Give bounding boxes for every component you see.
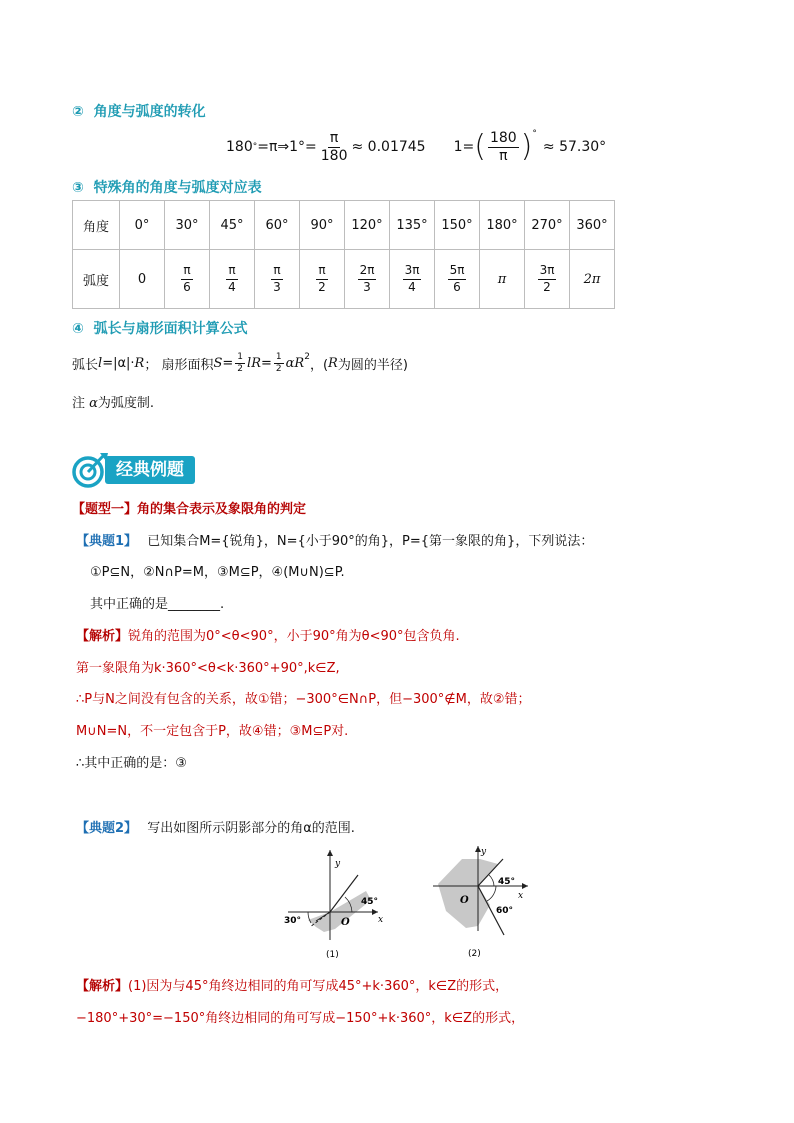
denominator: 2	[275, 363, 282, 374]
numerator: 2π	[358, 263, 377, 280]
formula-text: αR	[285, 355, 305, 371]
denominator: 2	[543, 279, 551, 294]
table-cell: 360°	[570, 201, 615, 250]
formula-text: ≈ 0.01745	[351, 139, 426, 155]
section-heading-4	[72, 318, 248, 338]
table-cell: 0°	[120, 201, 165, 250]
fraction	[274, 352, 284, 374]
denominator: 4	[408, 279, 416, 294]
numerator: π	[181, 263, 192, 280]
example-1-question	[76, 530, 593, 549]
formula-text: °	[252, 142, 258, 152]
figure-caption: (1)	[326, 950, 339, 960]
denominator: 3	[363, 279, 371, 294]
formula-text: =	[260, 355, 272, 371]
problem-type-heading: 【题型一】角的集合表示及象限角的判定	[72, 502, 307, 517]
conversion-formula: 180 ° =π⇒1°= $\frac{\pi}{180}$ ≈ 0.01745 1= ( $\frac{180}{\pi}$ ) ° ≈ 57.30°	[226, 129, 607, 164]
example-1-options: ①P⊆N，②N∩P=M，③M⊆P，④(M∪N)⊆P.	[90, 565, 345, 580]
note	[72, 392, 154, 411]
section-heading-3	[72, 177, 262, 197]
fraction	[319, 130, 350, 163]
table-cell: 45°	[210, 201, 255, 250]
table-cell	[210, 250, 255, 309]
denominator: 6	[453, 279, 461, 294]
x-label: x	[518, 891, 524, 901]
formula-text: °	[532, 129, 537, 139]
denominator: 6	[183, 279, 191, 294]
formula-text: =	[222, 355, 234, 371]
table-cell: π	[480, 250, 525, 309]
origin-label: O	[341, 917, 350, 928]
table-cell: 2π	[570, 250, 615, 309]
table-cell: 角度	[73, 201, 120, 250]
angle-label: 60°	[496, 906, 514, 916]
fraction	[403, 263, 422, 295]
table-cell: 30°	[165, 201, 210, 250]
denominator: π	[499, 147, 508, 164]
fraction	[181, 263, 193, 295]
fraction	[358, 263, 377, 295]
solution-1-line-2: 第一象限角为k·360°<θ<k·360°+90°,k∈Z,	[76, 661, 340, 676]
table-cell	[300, 250, 345, 309]
target-arrow-icon	[70, 451, 110, 491]
fraction	[226, 263, 238, 295]
formula-text: ； 扇形面积	[144, 357, 214, 373]
numerator: 1	[275, 352, 282, 363]
example-tag: 【典题2】	[76, 821, 138, 836]
formula-text: 180	[226, 139, 253, 155]
formula-text: R	[134, 355, 145, 371]
solution-tag: 【解析】	[76, 979, 129, 994]
solution-2-line-1	[76, 975, 508, 994]
formula-text: lR	[247, 355, 261, 371]
numerator: π	[329, 130, 339, 147]
table-cell: 270°	[525, 201, 570, 250]
table-cell: 0	[120, 250, 165, 309]
formula-text: =π⇒1°=	[257, 139, 317, 155]
section-number: ③	[72, 180, 84, 196]
arc-sector-formula	[72, 348, 408, 378]
solution-1-line-4: M∪N=N，不一定包含于P，故④错；③M⊆P对.	[76, 724, 349, 739]
formula-text: 弧长	[72, 357, 99, 373]
solution-1-line-1	[76, 625, 460, 644]
solution-tag: 【解析】	[76, 629, 129, 644]
note-label: 注	[72, 396, 90, 411]
y-label: y	[481, 847, 487, 857]
formula-text: ，(	[309, 357, 329, 373]
formula-text: 1=	[453, 139, 475, 155]
formula-text: S	[213, 355, 223, 371]
formula-text: =|α|·	[102, 355, 135, 371]
numerator: 180	[489, 130, 517, 147]
denominator: 180	[320, 147, 348, 164]
table-cell	[525, 250, 570, 309]
example-tag: 【典题1】	[76, 534, 138, 549]
denominator: 2	[237, 363, 244, 374]
formula-text: R	[328, 355, 338, 371]
angle-arc	[489, 875, 494, 886]
question-text: 写出如图所示阴影部分的角α的范围.	[147, 821, 355, 836]
section-title: 角度与弧度的转化	[93, 104, 206, 120]
question-text: 已知集合M={锐角}，N={小于90°的角}，P={第一象限的角}，下列说法：	[147, 534, 594, 549]
fraction	[538, 263, 557, 295]
table-cell: 180°	[480, 201, 525, 250]
figure-2	[428, 843, 543, 963]
section-number: ②	[72, 104, 84, 120]
classic-examples-badge	[70, 451, 184, 495]
formula-text: 为圆的半径)	[337, 357, 408, 373]
table-cell: 90°	[300, 201, 345, 250]
denominator: 3	[273, 279, 281, 294]
badge-label: 经典例题	[105, 456, 195, 484]
formula-text: l	[98, 355, 103, 371]
formula-text: ≈ 57.30°	[542, 139, 607, 155]
denominator: 4	[228, 279, 236, 294]
section-title: 特殊角的角度与弧度对应表	[93, 180, 262, 196]
figure-1	[278, 845, 393, 965]
fraction	[271, 263, 283, 295]
x-label: x	[378, 915, 384, 925]
example-2-question	[76, 817, 355, 836]
table-cell: 135°	[390, 201, 435, 250]
table-cell: 150°	[435, 201, 480, 250]
angle-arc	[308, 912, 311, 923]
table-cell: 弧度	[73, 250, 120, 309]
figure-caption: (2)	[468, 949, 481, 959]
y-axis-arrow	[327, 850, 333, 856]
table-cell	[345, 250, 390, 309]
numerator: π	[226, 263, 237, 280]
x-axis-arrow	[522, 883, 528, 889]
numerator: π	[271, 263, 282, 280]
solution-1-line-3: ∴P与N之间没有包含的关系，故①错；−300°∈N∩P，但−300°∉M，故②错；	[76, 692, 531, 707]
solution-1-answer: ∴其中正确的是：③	[76, 756, 187, 771]
fraction	[235, 352, 245, 374]
formula-text: 2	[304, 352, 310, 362]
note-text: 为弧度制.	[97, 396, 155, 411]
section-title: 弧长与扇形面积计算公式	[93, 321, 248, 337]
note-text: α	[89, 396, 98, 411]
angle-arc	[487, 886, 496, 901]
origin-label: O	[460, 895, 469, 906]
numerator: π	[316, 263, 327, 280]
solution-text: 锐角的范围为0°<θ<90°，小于90°角为θ<90°包含负角.	[128, 629, 460, 644]
angle-radian-table	[72, 200, 615, 309]
table-cell	[435, 250, 480, 309]
denominator: 2	[318, 279, 326, 294]
angle-label: 45°	[498, 877, 516, 887]
example-1-blank: 其中正确的是________.	[90, 597, 225, 612]
table-cell: 120°	[345, 201, 390, 250]
table-cell	[165, 250, 210, 309]
shaded-region	[438, 859, 498, 928]
solution-text: (1)因为与45°角终边相同的角可写成45°+k·360°，k∈Z的形式，	[128, 979, 509, 994]
table-cell	[255, 250, 300, 309]
fraction	[448, 263, 467, 295]
y-label: y	[335, 859, 341, 869]
table-row-degrees	[73, 201, 615, 250]
angle-label: 45°	[361, 897, 379, 907]
numerator: 5π	[448, 263, 467, 280]
section-heading-2	[72, 101, 206, 121]
fraction	[488, 130, 519, 163]
numerator: 1	[237, 352, 244, 363]
section-number: ④	[72, 321, 84, 337]
angle-label: 30°	[284, 916, 302, 926]
table-cell	[390, 250, 435, 309]
fraction	[316, 263, 328, 295]
numerator: 3π	[403, 263, 422, 280]
solution-2-line-2: −180°+30°=−150°角终边相同的角可写成−150°+k·360°，k∈Z的形式，	[76, 1011, 525, 1026]
table-row-radians	[73, 250, 615, 309]
table-cell: 60°	[255, 201, 300, 250]
numerator: 3π	[538, 263, 557, 280]
